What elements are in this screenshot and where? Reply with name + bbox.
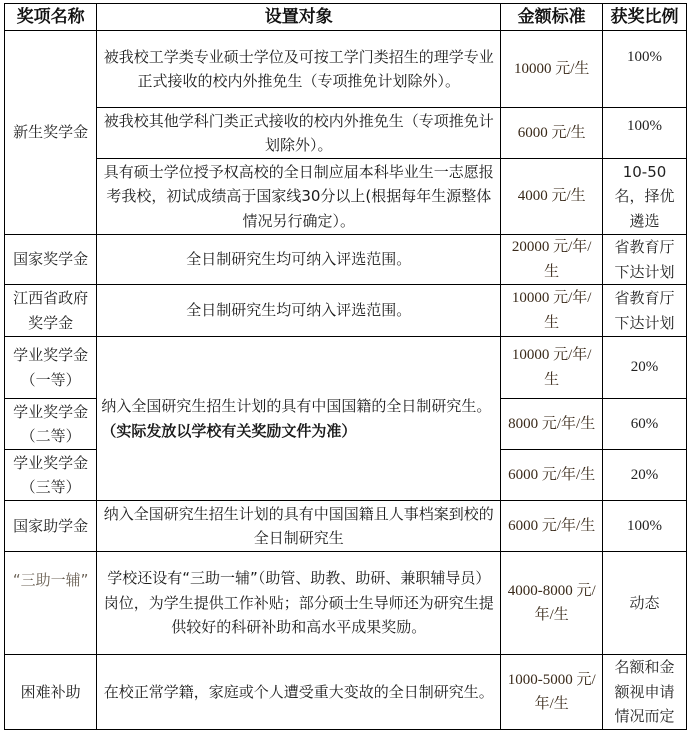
target-cell: 全日制研究生均可纳入评选范围。 (97, 235, 501, 285)
header-target: 设置对象 (97, 4, 501, 31)
ratio-cell: 60% (603, 399, 687, 450)
table-row (5, 159, 687, 235)
amount-cell: 8000 元/年/生 (501, 399, 603, 450)
ratio-cell: 20% (603, 450, 687, 501)
amount-cell: 1000-5000 元/年/生 (501, 655, 603, 730)
ratio-cell: 100% (603, 501, 687, 552)
table-row (5, 655, 687, 730)
amount-cell: 6000 元/生 (501, 108, 603, 159)
table-row (5, 285, 687, 337)
award-name-cell: 国家助学金 (5, 501, 97, 552)
target-cell: 全日制研究生均可纳入评选范围。 (97, 285, 501, 337)
target-cell: 纳入全国研究生招生计划的具有中国国籍且人事档案到校的全日制研究生 (97, 501, 501, 552)
amount-cell: 10000 元/生 (501, 31, 603, 108)
target-cell (97, 337, 501, 501)
scholarship-table (4, 3, 687, 730)
target-cell: 在校正常学籍，家庭或个人遭受重大变故的全日制研究生。 (97, 655, 501, 730)
amount-cell: 20000 元/年/生 (501, 235, 603, 285)
award-name-cell: 学业奖学金（二等） (5, 399, 97, 450)
award-name-cell: 国家奖学金 (5, 235, 97, 285)
amount-cell: 6000 元/年/生 (501, 501, 603, 552)
award-name-cell: 新生奖学金 (5, 31, 97, 235)
ratio-cell: 100% (603, 108, 687, 159)
amount-cell: 6000 元/年/生 (501, 450, 603, 501)
table-row (5, 501, 687, 552)
target-cell: 被我校工学类专业硕士学位及可按工学门类招生的理学专业正式接收的校内外推免生（专项推免计划除外）。 (97, 31, 501, 108)
target-cell: 具有硕士学位授予权高校的全日制应届本科毕业生一志愿报考我校，初试成绩高于国家线30分以上(根据每年生源整体情况另行确定）。 (97, 159, 501, 235)
header-amount: 金额标准 (501, 4, 603, 31)
header-award-name: 奖项名称 (5, 4, 97, 31)
award-name-cell: 江西省政府奖学金 (5, 285, 97, 337)
award-name-cell: 学业奖学金（一等） (5, 337, 97, 399)
target-text: 纳入全国研究生招生计划的具有中国国籍的全日制研究生。 (101, 397, 492, 415)
award-name-cell: “三助一辅” (5, 552, 97, 655)
ratio-cell: 20% (603, 337, 687, 399)
header-ratio: 获奖比例 (603, 4, 687, 31)
table-row (5, 235, 687, 285)
amount-cell: 10000 元/年/生 (501, 285, 603, 337)
ratio-cell: 10-50 名，择优遴选 (603, 159, 687, 235)
target-note: （实际发放以学校有关奖励文件为准） (101, 421, 357, 440)
table-row (5, 337, 687, 399)
target-cell: 被我校其他学科门类正式接收的校内外推免生（专项推免计划除外）。 (97, 108, 501, 159)
ratio-cell: 100% (603, 31, 687, 108)
amount-cell: 4000 元/生 (501, 159, 603, 235)
ratio-cell: 省教育厅下达计划 (603, 235, 687, 285)
award-name-cell: 困难补助 (5, 655, 97, 730)
table-row (5, 31, 687, 108)
amount-cell: 10000 元/年/生 (501, 337, 603, 399)
table-header-row (5, 4, 687, 31)
ratio-cell: 省教育厅下达计划 (603, 285, 687, 337)
ratio-cell: 动态 (603, 552, 687, 655)
table-row (5, 108, 687, 159)
ratio-cell: 名额和金额视申请情况而定 (603, 655, 687, 730)
amount-cell: 4000-8000 元/年/生 (501, 552, 603, 655)
award-name-cell: 学业奖学金（三等） (5, 450, 97, 501)
target-cell: 学校还设有“三助一辅”（助管、助教、助研、兼职辅导员）岗位，为学生提供工作补贴；部分硕士生导师还为研究生提供较好的科研补助和高水平成果奖励。 (97, 552, 501, 655)
table-row (5, 552, 687, 655)
